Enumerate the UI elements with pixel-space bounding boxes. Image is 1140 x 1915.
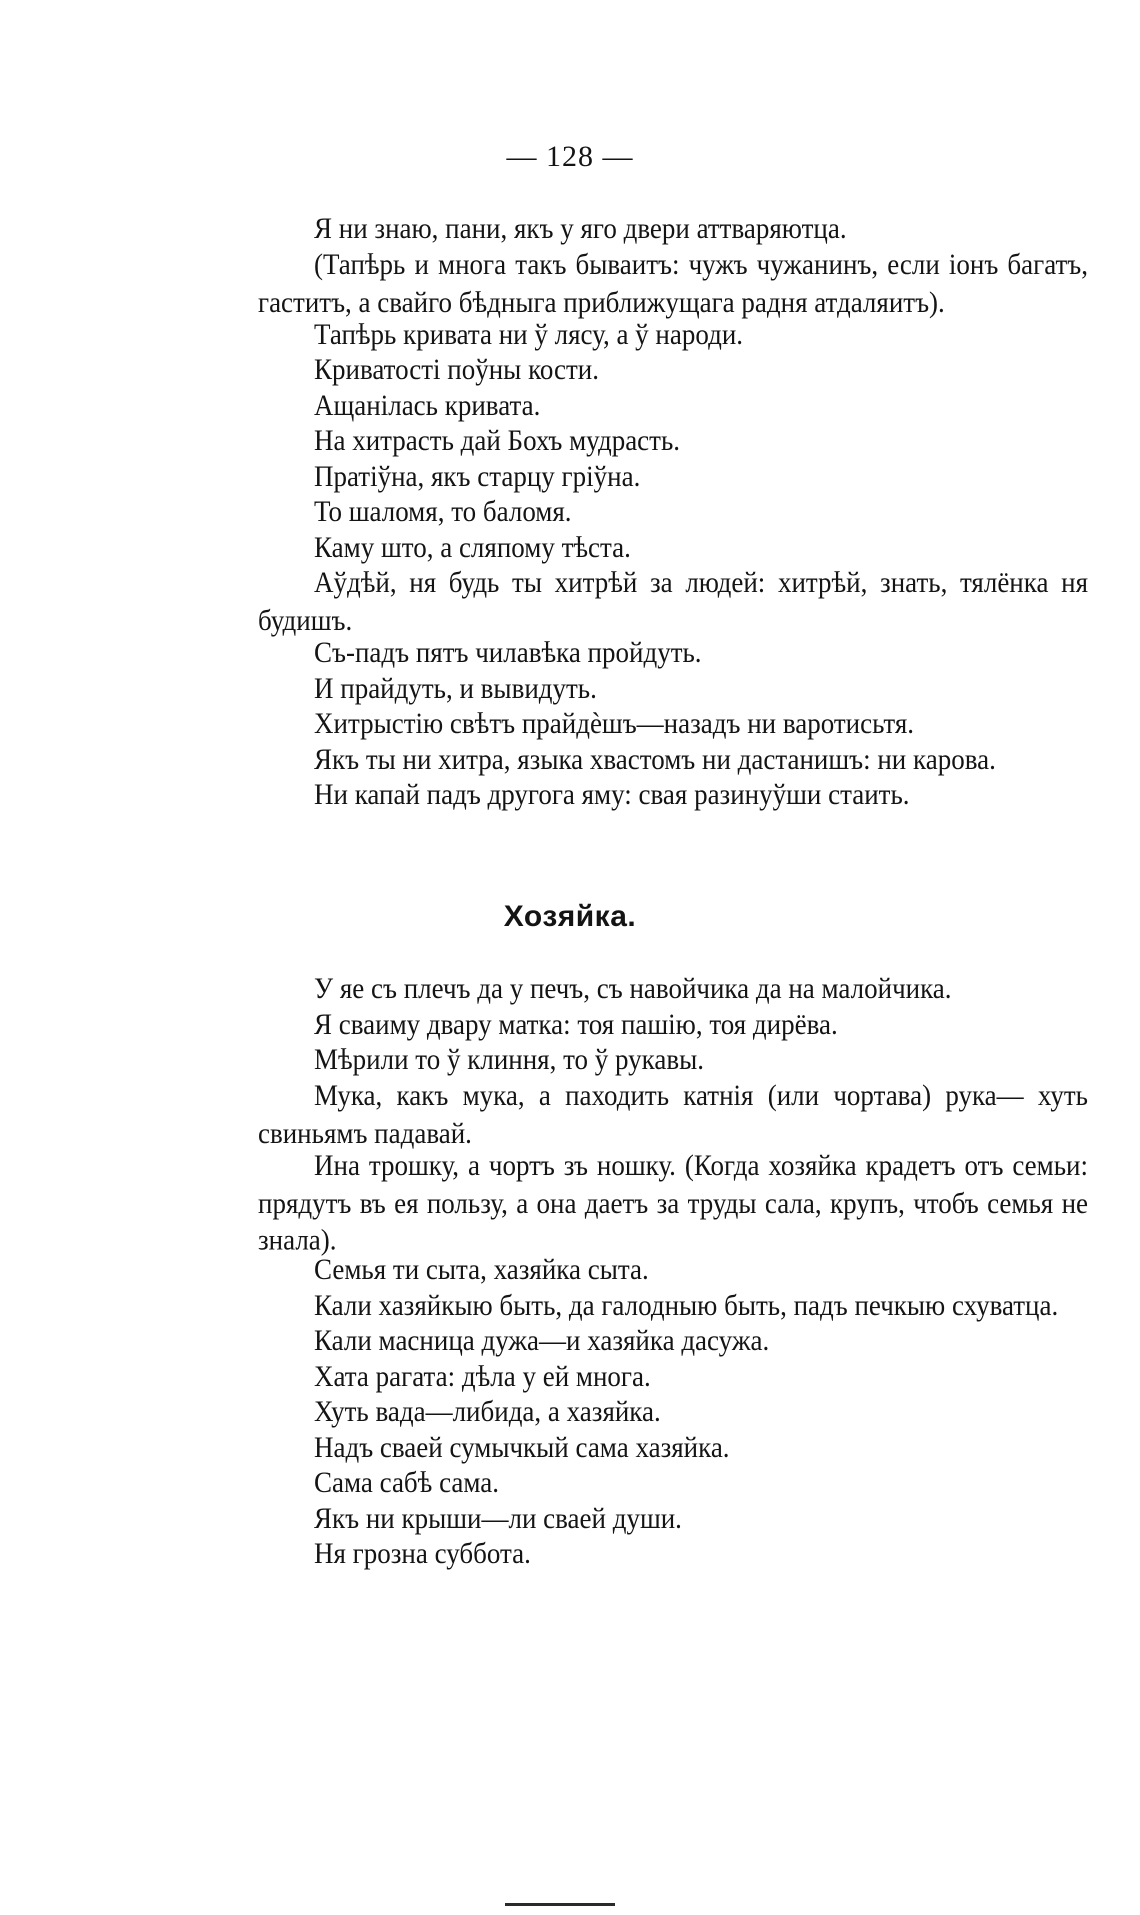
proverb-paragraph: Кали хазяйкыю быть, да галодныю быть, падъ печкыю схуватца. [314, 1288, 1059, 1322]
section-heading: Хозяйка. [503, 900, 637, 933]
proverb-paragraph: Якъ ты ни хитра, языка хвастомъ ни дастанишъ: ни карова. [314, 742, 996, 776]
proverb-paragraph: Пратіўна, якъ старцу гріўна. [314, 459, 641, 493]
proverb-paragraph: Ни капай падъ другога яму: свая разинуўши стаить. [314, 778, 910, 811]
page-number: — 128 — [506, 140, 634, 173]
proverbs-section-2 [258, 970, 1088, 1570]
proverb-paragraph: Хитрыстію свѣтъ прайдѐшъ—назадъ ни варотисьтя. [314, 707, 915, 740]
proverb-paragraph: Надъ сваей сумычкый сама хазяйка. [314, 1430, 730, 1464]
proverb-paragraph: То шаломя, то баломя. [314, 495, 572, 528]
proverb-paragraph: Сама сабѣ сама. [314, 1466, 500, 1499]
proverb-paragraph: Каму што, а сляпому тѣста. [314, 530, 631, 564]
proverb-paragraph: Аўдѣй, ня будь ты хитрѣй за людей: хитрѣй, знать, тялёнка ня будишъ. [258, 566, 1088, 636]
proverb-paragraph: Съ-падъ пятъ чилавѣка пройдуть. [314, 636, 702, 669]
proverb-paragraph: Я ни знаю, пани, якъ у яго двери аттваряютца. [314, 212, 847, 245]
proverb-paragraph: Я сваиму двару матка: тоя пашію, тоя дирёва. [314, 1007, 838, 1041]
proverb-paragraph: Криватості поўны кости. [314, 353, 599, 386]
proverb-paragraph: Ина трошку, а чортъ зъ ношку. (Когда хозяйка крадетъ отъ семьи: прядутъ въ ея пользу, а она даетъ за труды сала, крупъ, чтобъ семья не знала). [258, 1148, 1088, 1256]
proverb-paragraph: (Тапѣрь и многа такъ бываитъ: чужъ чужанинъ, если іонъ багатъ, гаститъ, а свайго бѣдныга приближущага радня атдаляитъ). [258, 247, 1088, 318]
proverb-paragraph: Якъ ни крыши—ли сваей души. [314, 1501, 682, 1535]
proverb-paragraph: Мука, какъ мука, а паходить катнія (или чортава) рука— хуть свиньямъ падавай. [258, 1078, 1088, 1149]
proverb-paragraph: У яе съ плечъ да у печъ, съ навойчика да на малойчика. [314, 972, 952, 1005]
proverb-paragraph: Хата рагата: дѣла у ей многа. [314, 1359, 651, 1393]
proverb-paragraph: Ня грозна суббота. [314, 1537, 531, 1570]
proverb-paragraph: На хитрасть дай Бохъ мудрасть. [314, 424, 681, 457]
proverb-paragraph: Кали масница дужа—и хазяйка дасужа. [314, 1324, 770, 1357]
proverb-paragraph: Ащанілась кривата. [314, 388, 541, 422]
proverb-paragraph: Тапѣрь кривата ни ў лясу, а ў народи. [314, 317, 744, 351]
proverb-paragraph: Семья ти сыта, хазяйка сыта. [314, 1253, 649, 1286]
proverb-paragraph: Мѣрили то ў клиння, то ў рукавы. [314, 1043, 705, 1076]
proverbs-section-1 [258, 210, 1088, 811]
proverb-paragraph: Хуть вада—либида, а хазяйка. [314, 1395, 661, 1428]
proverb-paragraph: И прайдуть, и вывидуть. [314, 671, 597, 705]
bottom-rule [505, 1903, 615, 1906]
